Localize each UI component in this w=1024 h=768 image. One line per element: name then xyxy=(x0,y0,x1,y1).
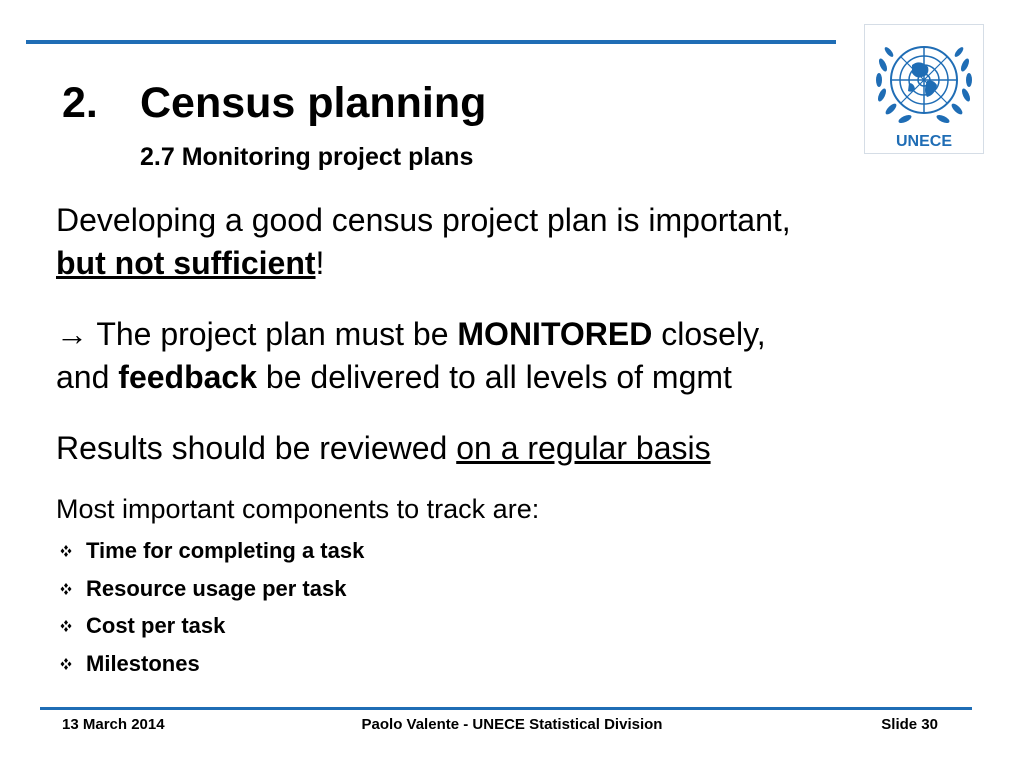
list-item xyxy=(56,574,364,612)
list-item xyxy=(56,649,364,687)
unece-logo xyxy=(864,24,984,154)
four-diamond-bullet-icon xyxy=(58,539,74,563)
paragraph-monitoring-bold2: feedback xyxy=(118,359,258,395)
paragraph-monitoring-bold1: MONITORED xyxy=(457,316,653,352)
paragraph-monitoring-text3: and xyxy=(56,359,119,395)
paragraph-monitoring-text2: closely, xyxy=(652,316,766,352)
footer-slide-number: Slide 30 xyxy=(881,716,938,733)
four-diamond-bullet-icon xyxy=(58,652,74,676)
list-item-label: Time for completing a task xyxy=(86,538,365,563)
paragraph-review-text: Results should be reviewed xyxy=(56,430,457,466)
component-list xyxy=(56,536,364,686)
paragraph-monitoring-text4: be delivered to all levels of mgmt xyxy=(257,359,732,395)
paragraph-plan-line1: Developing a good census project plan is important, xyxy=(56,202,791,238)
slide-subtitle: 2.7 Monitoring project plans xyxy=(140,143,474,171)
arrow-icon: → xyxy=(56,316,88,352)
paragraph-components: Most important components to track are: xyxy=(56,494,540,524)
list-item-label: Milestones xyxy=(86,650,200,676)
list-item-label: Resource usage per task xyxy=(86,575,347,601)
footer-author: Paolo Valente - UNECE Statistical Division xyxy=(361,716,663,733)
paragraph-review xyxy=(56,427,996,470)
header-rule xyxy=(26,40,836,44)
four-diamond-bullet-icon xyxy=(58,577,74,601)
paragraph-plan-emphasis: but not sufficient xyxy=(56,245,316,281)
footer-rule xyxy=(40,707,972,710)
title-number: 2. xyxy=(62,79,98,127)
logo-text: UNECE xyxy=(895,133,953,150)
four-diamond-bullet-icon xyxy=(58,614,74,638)
title-text: Census planning xyxy=(140,79,487,127)
footer-date: 13 March 2014 xyxy=(62,716,165,733)
list-item-label: Cost per task xyxy=(86,613,226,638)
un-emblem-icon xyxy=(865,25,983,153)
paragraph-review-underlined: on a regular basis xyxy=(456,430,711,466)
list-item xyxy=(56,611,364,649)
paragraph-plan-end: ! xyxy=(315,245,325,281)
paragraph-monitoring-text1: The project plan must be xyxy=(88,316,458,352)
paragraph-plan xyxy=(56,199,996,285)
list-item xyxy=(56,536,364,574)
paragraph-monitoring xyxy=(56,313,996,399)
